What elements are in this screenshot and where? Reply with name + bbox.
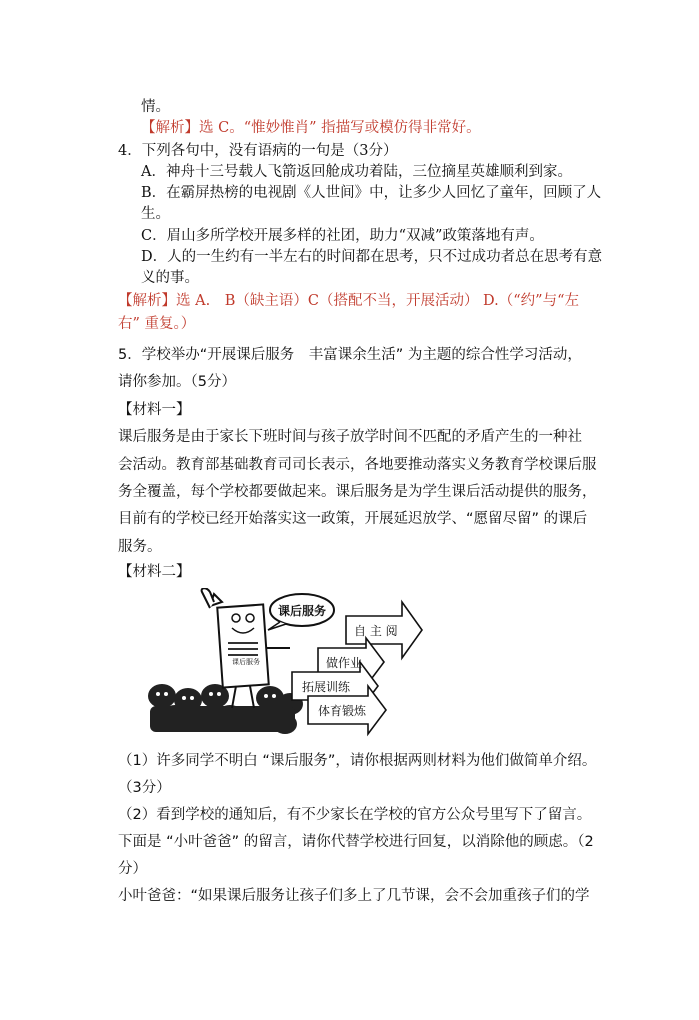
analysis-4-cont: 右” 重复。）	[118, 316, 196, 332]
cartoon-figure	[140, 588, 440, 738]
material-1-line: 课后服务是由于家长下班时间与孩子放学时间不匹配的矛盾产生的一种社	[118, 429, 582, 445]
material-1-line: 目前有的学校已经开始落实这一政策，开展延迟放学、“愿留尽留” 的课后	[118, 511, 588, 527]
option-d: D．人的一生约有一半左右的时间都在思考，只不过成功者总在思考有意	[141, 249, 603, 265]
analysis-4: 【解析】选 A. B（缺主语）C（搭配不当，开展活动） D.（“约”与“左	[118, 293, 580, 309]
option-c: C．眉山多所学校开展多样的社团，助力“双减”政策落地有声。	[141, 228, 544, 244]
option-b-cont: 生。	[141, 206, 170, 222]
speech-bubble-text: 课后服务	[277, 604, 327, 618]
arrow-label-reading: 自 主 阅	[354, 624, 398, 638]
question-5: 5．学校举办“开展课后服务 丰富课余生活” 为主题的综合性学习活动，	[118, 347, 582, 363]
analysis-text: 选 C。“惟妙惟肖” 指描写或模仿得非常好。	[199, 120, 481, 136]
arrow-label-homework: 做作业	[326, 656, 363, 670]
parent-message: 小叶爸爸：“如果课后服务让孩子们多上了几节课，会不会加重孩子们的学	[118, 888, 590, 904]
question-5-cont: 请你参加。（5分）	[118, 374, 236, 390]
option-a: A．神舟十三号载人飞箭返回舱成功着陆，三位摘星英雄顺利到家。	[141, 164, 572, 180]
line-continued: 情。	[141, 99, 170, 115]
arrow-label-training: 拓展训练	[302, 680, 351, 694]
material-2-heading: 【材料二】	[118, 564, 191, 580]
sub-question-2-cont: 分）	[118, 861, 147, 877]
material-1-line: 务全覆盖，每个学校都要做起来。课后服务是为学生课后活动提供的服务，	[118, 484, 597, 500]
option-b: B．在霸屏热榜的电视剧《人世间》中，让多少人回忆了童年，回顾了人	[141, 185, 602, 201]
option-d-cont: 义的事。	[141, 270, 199, 286]
board-label: 课后服务	[232, 658, 260, 666]
analysis-3	[141, 118, 481, 138]
analysis-tag: 【解析】	[141, 120, 199, 136]
sub-question-2: （2）看到学校的通知后，有不少家长在学校的官方公众号里写下了留言。	[118, 807, 592, 823]
material-1-line: 服务。	[118, 539, 162, 555]
sub-question-1: （1）许多同学不明白 “课后服务”，请你根据两则材料为他们做简单介绍。	[118, 753, 597, 769]
sub-question-2-cont: 下面是 “小叶爸爸” 的留言，请你代替学校进行回复，以消除他的顾虑。（2	[118, 834, 594, 850]
material-1-line: 会活动。教育部基础教育司司长表示，各地要推动落实义务教育学校课后服	[118, 457, 597, 473]
arrow-label-sports: 体育锻炼	[318, 704, 367, 718]
material-1-heading: 【材料一】	[118, 402, 191, 418]
question-4: 4．下列各句中，没有语病的一句是（3分）	[118, 143, 398, 159]
sub-question-1-cont: （3分）	[118, 780, 171, 796]
